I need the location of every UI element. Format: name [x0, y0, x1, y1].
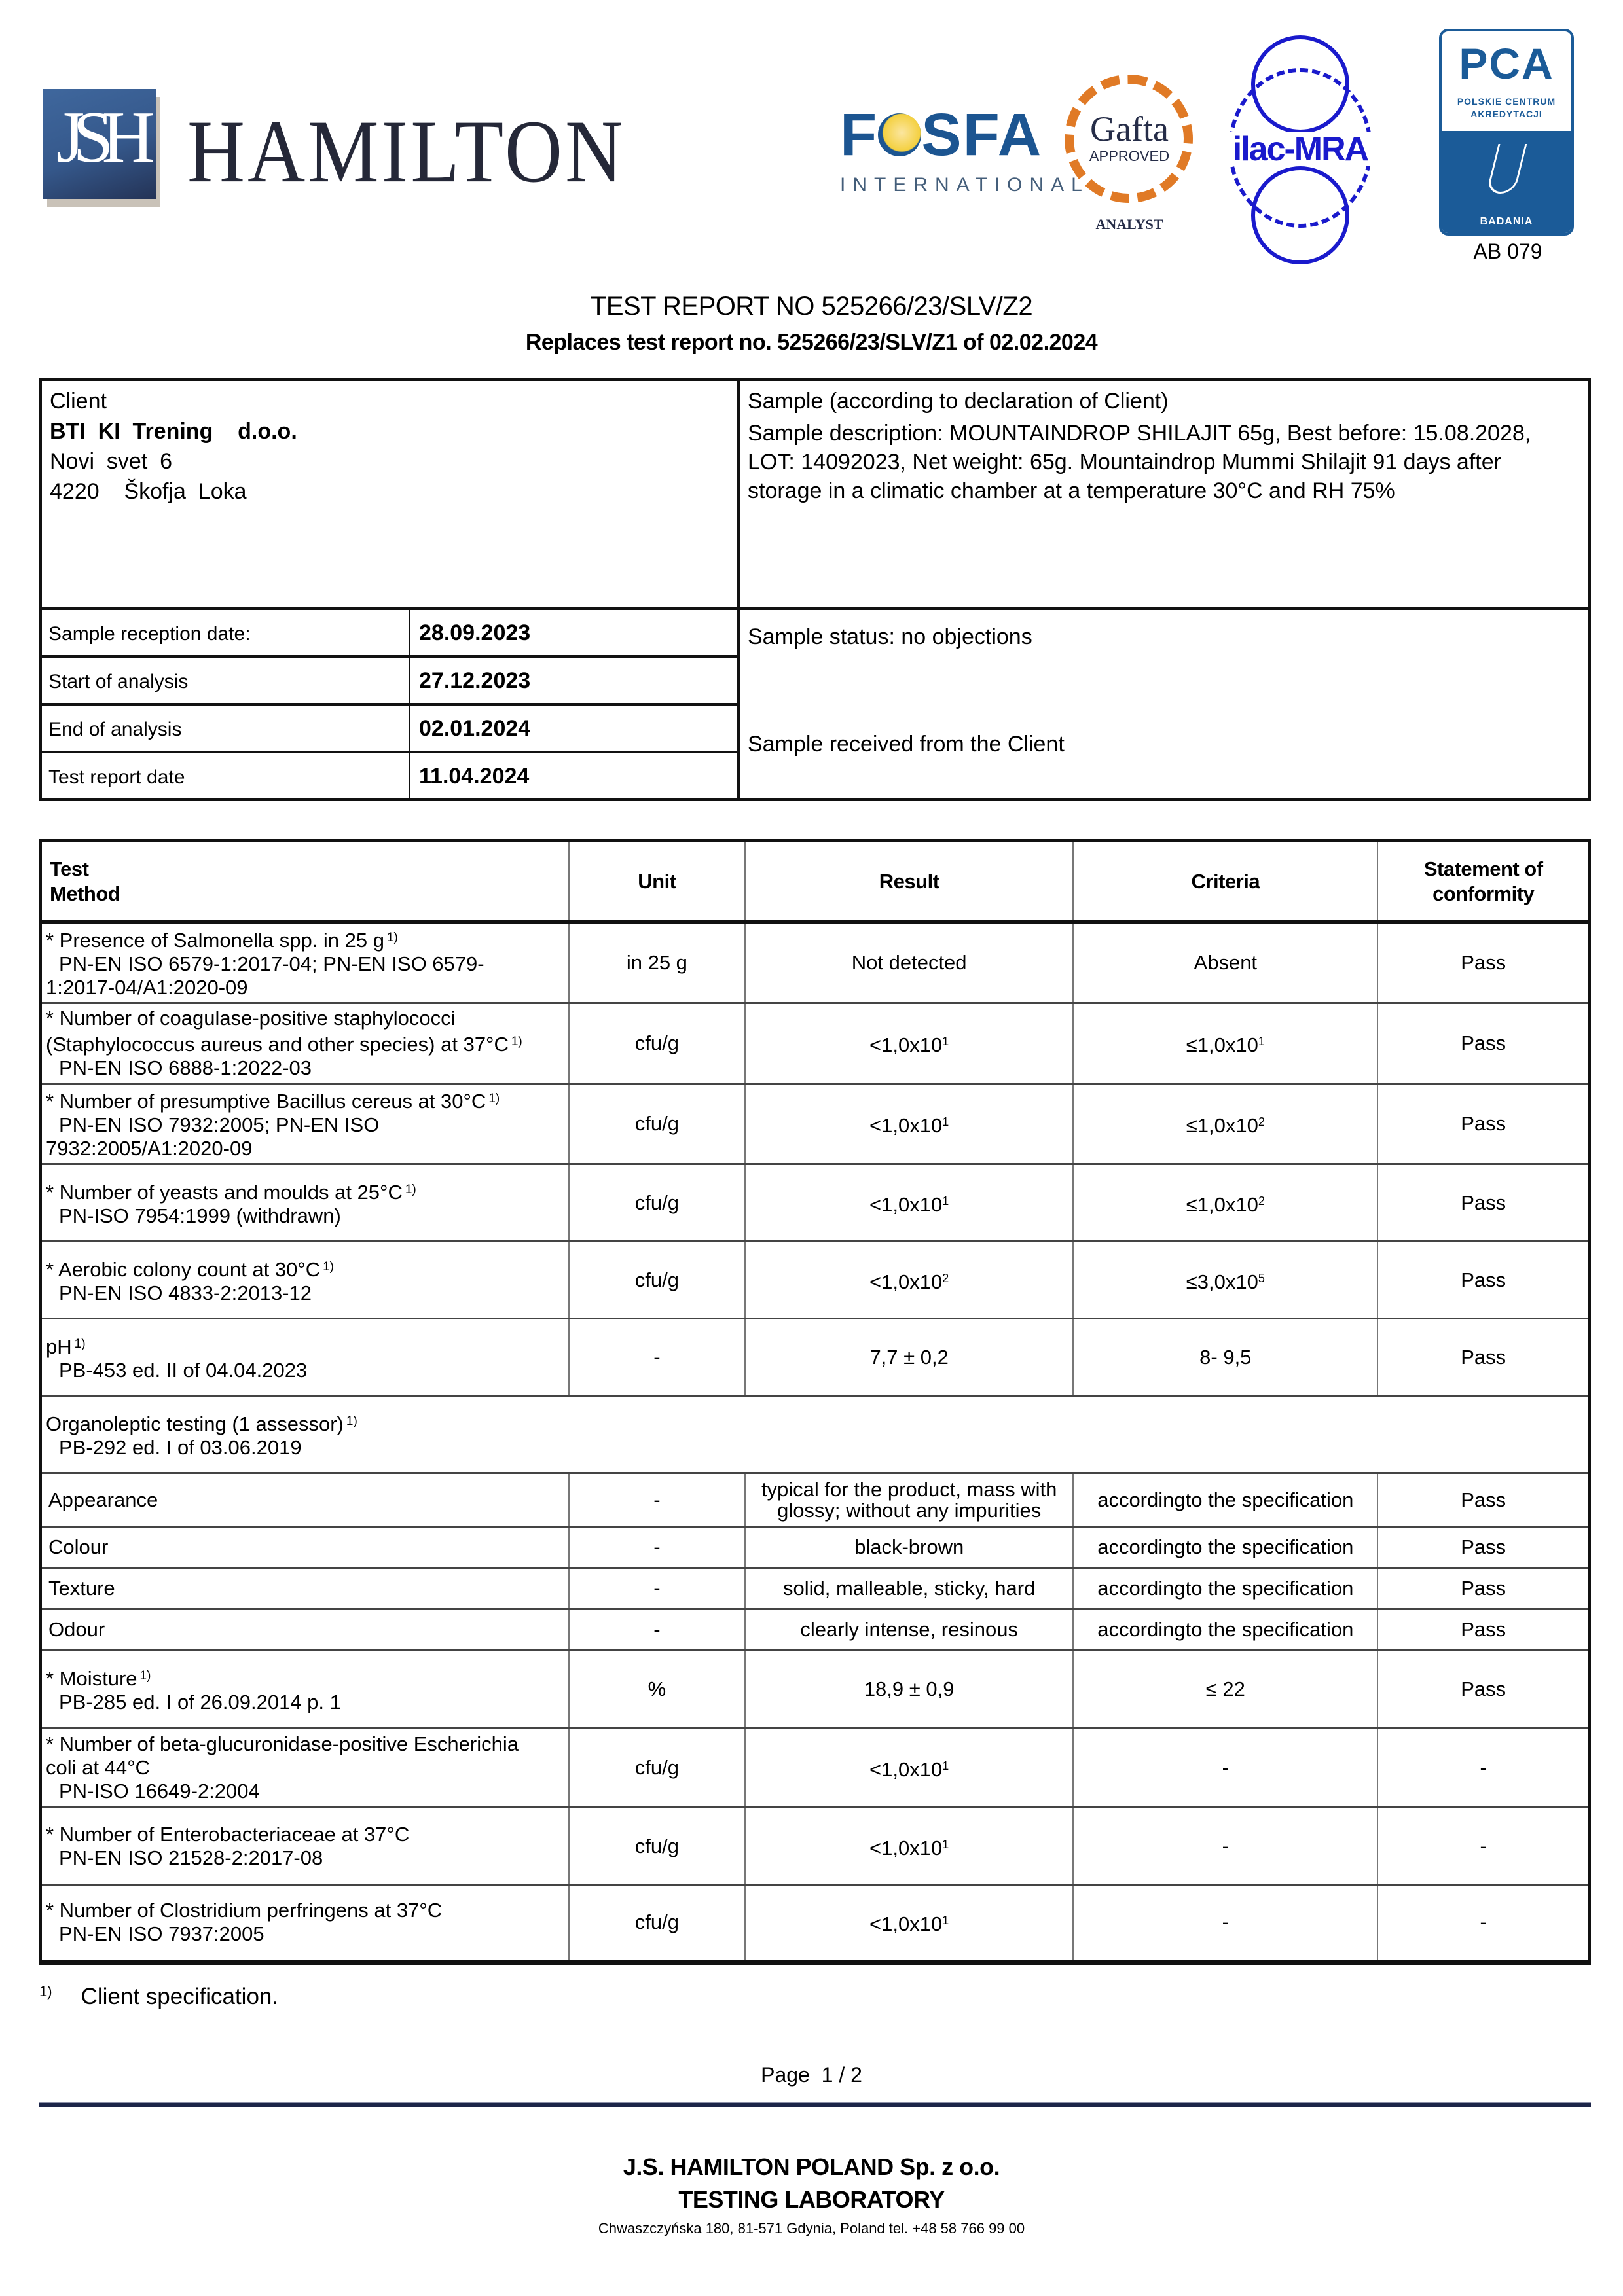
pca-line2: AKREDYTACJI — [1470, 108, 1542, 119]
unit-cell: % — [569, 1651, 745, 1728]
result-value: <1,0x10 — [869, 1193, 943, 1216]
unit-cell: - — [569, 1473, 745, 1527]
method-ref: PN-EN ISO 6579-1:2017-04; PN-EN ISO 6579- — [59, 952, 484, 975]
header-method: Method — [50, 882, 120, 905]
pca-subtitle — [1442, 96, 1571, 120]
test-name: * Number of yeasts and moulds at 25°C — [46, 1180, 403, 1204]
footnote-mark: 1) — [323, 1259, 334, 1274]
conformity-cell: Pass — [1377, 1473, 1590, 1527]
result-cell — [745, 1728, 1073, 1808]
header-conformity-l1: Statement of — [1423, 857, 1543, 880]
table-row — [41, 1609, 1590, 1651]
sample-section — [740, 381, 1588, 607]
footnote-mark: 1) — [405, 1182, 416, 1196]
result-cell — [745, 1242, 1073, 1319]
pca-top — [1442, 31, 1571, 131]
exponent: 2 — [1258, 1194, 1265, 1208]
method-ref: PB-453 ed. II of 04.04.2023 — [59, 1358, 308, 1382]
exponent: 2 — [942, 1271, 949, 1285]
test-method-cell — [41, 1808, 569, 1885]
exponent: 1 — [942, 1035, 949, 1048]
unit-cell: cfu/g — [569, 1084, 745, 1164]
test-name: * Number of presumptive Bacillus cereus at 30°C — [46, 1090, 486, 1113]
header-conformity-l2: conformity — [1432, 882, 1535, 905]
fosfa-wordmark — [840, 101, 1049, 168]
date-row — [42, 706, 740, 753]
criteria-value: ≤1,0x10 — [1186, 1114, 1258, 1137]
param-cell: Colour — [41, 1527, 569, 1568]
footer-company: J.S. HAMILTON POLAND Sp. z o.o. — [623, 2153, 1000, 2180]
test-method-cell — [41, 1164, 569, 1242]
date-row — [42, 610, 740, 658]
header-test-method — [41, 841, 569, 922]
accreditation-code: AB 079 — [1473, 240, 1542, 263]
dates-table — [42, 610, 740, 801]
exponent: 1 — [942, 1115, 949, 1128]
test-method-cell — [41, 1084, 569, 1164]
result-value: <1,0x10 — [869, 1836, 943, 1859]
criteria-value: ≤3,0x10 — [1186, 1270, 1258, 1293]
criteria-cell: - — [1073, 1728, 1377, 1808]
unit-cell: - — [569, 1527, 745, 1568]
page-number: Page 1 / 2 — [761, 2063, 862, 2087]
test-name: * Aerobic colony count at 30°C — [46, 1257, 321, 1281]
header-result: Result — [745, 841, 1073, 922]
hamilton-logo — [43, 89, 646, 207]
criteria-cell — [1073, 1242, 1377, 1319]
gafta-logo — [1061, 71, 1198, 234]
header-unit: Unit — [569, 841, 745, 922]
client-name: BTI KI Trening d.o.o. — [50, 419, 297, 444]
unit-cell: in 25 g — [569, 922, 745, 1003]
footnote-mark: 1) — [488, 1092, 500, 1105]
table-row — [41, 1319, 1590, 1396]
conformity-cell: Pass — [1377, 1003, 1590, 1084]
footnote-text: Client specification. — [81, 1984, 279, 2009]
ilac-mra-logo — [1223, 68, 1377, 232]
method-ref: PN-EN ISO 4833-2:2013-12 — [59, 1281, 312, 1304]
unit-cell: cfu/g — [569, 1003, 745, 1084]
jsh-monogram-box — [43, 89, 156, 199]
unit-cell: cfu/g — [569, 1885, 745, 1962]
fosfa-subtitle: INTERNATIONAL — [840, 174, 1089, 196]
test-name: * Moisture — [46, 1666, 137, 1690]
result-cell: 18,9 ± 0,9 — [745, 1651, 1073, 1728]
method-ref: PN-ISO 16649-2:2004 — [59, 1779, 260, 1803]
test-method-cell — [41, 1003, 569, 1084]
sample-description: Sample description: MOUNTAINDROP SHILAJIT 65g, Best before: 15.08.2028, LOT: 14092023, Net weight: 65g. Mountaindrop Mummi Shilajit 91 days after storage in a climatic chamber at a temperature 30°C and RH 75% — [748, 421, 1531, 503]
method-ref: PN-ISO 7954:1999 (withdrawn) — [59, 1204, 341, 1227]
result-value: <1,0x10 — [869, 1270, 943, 1293]
test-method-cell — [41, 1319, 569, 1396]
date-row — [42, 753, 740, 801]
result-value: <1,0x10 — [869, 1912, 943, 1936]
exponent: 1 — [942, 1914, 949, 1928]
report-replaces: Replaces test report no. 525266/23/SLV/Z1 of 02.02.2024 — [525, 330, 1098, 355]
test-name-cont: coli at 44°C — [46, 1755, 150, 1779]
footer-address: Chwaszczyńska 180, 81-571 Gdynia, Poland tel. +48 58 766 99 00 — [598, 2220, 1025, 2236]
jsh-monogram: JSH — [56, 97, 143, 178]
test-name: * Number of coagulase-positive staphylococci — [46, 1007, 456, 1030]
ilac-wordmark: ilac-MRA — [1223, 132, 1377, 166]
criteria-cell: accordingto the specification — [1073, 1568, 1377, 1609]
footnote-mark: 1) — [139, 1668, 151, 1683]
test-name: * Number of beta-glucuronidase-positive Escherichia — [46, 1732, 519, 1755]
header-test: Test — [50, 857, 89, 880]
client-address-line2: 4220 Škofja Loka — [50, 479, 247, 504]
test-name: pH — [46, 1335, 72, 1358]
conformity-cell: - — [1377, 1885, 1590, 1962]
sample-source: Sample received from the Client — [748, 732, 1065, 757]
pca-logo — [1439, 29, 1574, 236]
date-value: 27.12.2023 — [419, 668, 531, 693]
date-value: 28.09.2023 — [419, 620, 531, 645]
report-info-box — [39, 378, 1591, 801]
criteria-cell — [1073, 1084, 1377, 1164]
footer-divider — [39, 2102, 1591, 2107]
result-cell: black-brown — [745, 1527, 1073, 1568]
test-name: * Number of Clostridium perfringens at 37°C — [46, 1899, 443, 1922]
unit-cell: - — [569, 1568, 745, 1609]
table-row — [41, 1568, 1590, 1609]
conformity-cell: Pass — [1377, 1609, 1590, 1651]
fosfa-logo — [840, 101, 1089, 196]
table-row — [41, 1808, 1590, 1885]
footnote — [39, 1983, 278, 2010]
result-cell — [745, 1885, 1073, 1962]
divider — [409, 610, 410, 655]
criteria-cell: accordingto the specification — [1073, 1609, 1377, 1651]
header-conformity — [1377, 841, 1590, 922]
footnote-mark: 1) — [74, 1336, 86, 1351]
result-cell — [745, 1003, 1073, 1084]
date-row — [42, 658, 740, 706]
criteria-cell: ≤ 22 — [1073, 1651, 1377, 1728]
pca-line1: POLSKIE CENTRUM — [1457, 96, 1556, 107]
footnote-mark: 1) — [346, 1414, 357, 1428]
client-section — [42, 381, 740, 607]
method-ref: PN-EN ISO 7937:2005 — [59, 1922, 264, 1946]
exponent: 2 — [1258, 1115, 1265, 1128]
result-cell — [745, 1164, 1073, 1242]
criteria-cell: 8- 9,5 — [1073, 1319, 1377, 1396]
result-cell — [745, 1084, 1073, 1164]
table-row — [41, 1728, 1590, 1808]
result-value: <1,0x10 — [869, 1114, 943, 1137]
fosfa-rest: SFA — [921, 101, 1043, 168]
exponent: 1 — [942, 1194, 949, 1208]
gafta-role: ANALYST — [1095, 216, 1163, 232]
method-ref: PN-EN ISO 6888-1:2022-03 — [59, 1056, 312, 1079]
table-group-row — [41, 1396, 1590, 1473]
method-ref-cont: 7932:2005/A1:2020-09 — [46, 1137, 253, 1160]
brand-name: HAMILTON — [187, 102, 626, 202]
footnote-mark: 1) — [511, 1035, 522, 1049]
globe-icon — [878, 113, 921, 156]
date-value: 02.01.2024 — [419, 716, 531, 741]
test-method-cell — [41, 1651, 569, 1728]
criteria-cell — [1073, 1003, 1377, 1084]
conformity-cell: Pass — [1377, 1164, 1590, 1242]
gafta-wordmark: Gafta — [1090, 109, 1169, 149]
test-method-cell — [41, 1728, 569, 1808]
test-name-cont: (Staphylococcus aureus and other species) at 37°C — [46, 1033, 509, 1056]
test-name: * Number of Enterobacteriaceae at 37°C — [46, 1822, 410, 1846]
unit-cell: cfu/g — [569, 1728, 745, 1808]
method-ref: PN-EN ISO 21528-2:2017-08 — [59, 1846, 323, 1869]
report-title: TEST REPORT NO 525266/23/SLV/Z2 — [590, 292, 1033, 321]
result-cell: typical for the product, mass with glossy; without any impurities — [745, 1473, 1073, 1527]
fosfa-f: F — [840, 101, 879, 168]
divider — [409, 706, 410, 751]
table-row — [41, 1164, 1590, 1242]
test-method-cell — [41, 1242, 569, 1319]
test-name: * Presence of Salmonella spp. in 25 g — [46, 929, 384, 952]
unit-cell: cfu/g — [569, 1164, 745, 1242]
gafta-approved: APPROVED — [1089, 148, 1170, 164]
exponent: 5 — [1258, 1271, 1265, 1285]
pca-wordmark: PCA — [1459, 39, 1554, 88]
result-cell: 7,7 ± 0,2 — [745, 1319, 1073, 1396]
exponent: 1 — [942, 1759, 949, 1772]
pca-scope: BADANIA — [1480, 216, 1533, 227]
unit-cell: - — [569, 1609, 745, 1651]
criteria-cell: - — [1073, 1885, 1377, 1962]
method-ref: PB-285 ed. I of 26.09.2014 p. 1 — [59, 1690, 341, 1713]
criteria-value: ≤1,0x10 — [1186, 1033, 1258, 1056]
pca-bottom — [1442, 131, 1571, 233]
param-cell: Appearance — [41, 1473, 569, 1527]
conformity-cell: Pass — [1377, 1242, 1590, 1319]
result-cell — [745, 1808, 1073, 1885]
date-label: End of analysis — [48, 719, 182, 740]
criteria-value: ≤1,0x10 — [1186, 1193, 1258, 1216]
criteria-cell — [1073, 1164, 1377, 1242]
table-row — [41, 922, 1590, 1003]
conformity-cell: Pass — [1377, 1319, 1590, 1396]
footer-lab: TESTING LABORATORY — [678, 2186, 945, 2213]
conformity-cell: - — [1377, 1808, 1590, 1885]
sample-label: Sample (according to declaration of Client) — [748, 389, 1169, 414]
criteria-cell: accordingto the specification — [1073, 1527, 1377, 1568]
table-row — [41, 1084, 1590, 1164]
flask-icon — [1486, 144, 1527, 194]
result-value: <1,0x10 — [869, 1757, 943, 1781]
conformity-cell: Pass — [1377, 1084, 1590, 1164]
client-address-line1: Novi svet 6 — [50, 449, 173, 474]
unit-cell: - — [569, 1319, 745, 1396]
criteria-cell: accordingto the specification — [1073, 1473, 1377, 1527]
test-method-cell — [41, 1885, 569, 1962]
criteria-cell: - — [1073, 1808, 1377, 1885]
unit-cell: cfu/g — [569, 1808, 745, 1885]
client-label: Client — [50, 389, 107, 414]
method-ref-cont: 1:2017-04/A1:2020-09 — [46, 976, 248, 999]
test-name: Organoleptic testing (1 assessor) — [46, 1412, 344, 1435]
divider — [409, 753, 410, 801]
unit-cell: cfu/g — [569, 1242, 745, 1319]
method-ref: PN-EN ISO 7932:2005; PN-EN ISO — [59, 1113, 380, 1136]
header-criteria: Criteria — [1073, 841, 1377, 922]
footnote-mark: 1) — [386, 931, 398, 944]
date-value: 11.04.2024 — [419, 764, 530, 789]
result-cell: Not detected — [745, 922, 1073, 1003]
date-label: Test report date — [48, 766, 185, 788]
organoleptic-header-cell — [41, 1396, 1590, 1473]
exponent: 1 — [942, 1837, 949, 1851]
table-row — [41, 1527, 1590, 1568]
conformity-cell: Pass — [1377, 922, 1590, 1003]
table-row — [41, 1885, 1590, 1962]
footnote-mark: 1) — [39, 1983, 52, 2000]
test-method-cell — [41, 922, 569, 1003]
conformity-cell: Pass — [1377, 1568, 1590, 1609]
results-table — [39, 839, 1591, 1965]
method-ref: PB-292 ed. I of 03.06.2019 — [59, 1435, 302, 1459]
conformity-cell: - — [1377, 1728, 1590, 1808]
table-row — [41, 1473, 1590, 1527]
criteria-cell: Absent — [1073, 922, 1377, 1003]
result-value: <1,0x10 — [869, 1033, 943, 1056]
conformity-cell: Pass — [1377, 1651, 1590, 1728]
ilac-arc-icon — [1251, 166, 1349, 264]
sample-status: Sample status: no objections — [748, 624, 1032, 649]
table-row — [41, 1651, 1590, 1728]
ilac-arc-icon — [1251, 35, 1349, 134]
divider — [409, 658, 410, 703]
date-label: Sample reception date: — [48, 623, 251, 645]
date-label: Start of analysis — [48, 671, 189, 692]
result-cell: clearly intense, resinous — [745, 1609, 1073, 1651]
result-cell: solid, malleable, sticky, hard — [745, 1568, 1073, 1609]
conformity-cell: Pass — [1377, 1527, 1590, 1568]
exponent: 1 — [1258, 1035, 1265, 1048]
param-cell: Odour — [41, 1609, 569, 1651]
table-header-row — [41, 841, 1590, 922]
table-row — [41, 1003, 1590, 1084]
param-cell: Texture — [41, 1568, 569, 1609]
table-row — [41, 1242, 1590, 1319]
